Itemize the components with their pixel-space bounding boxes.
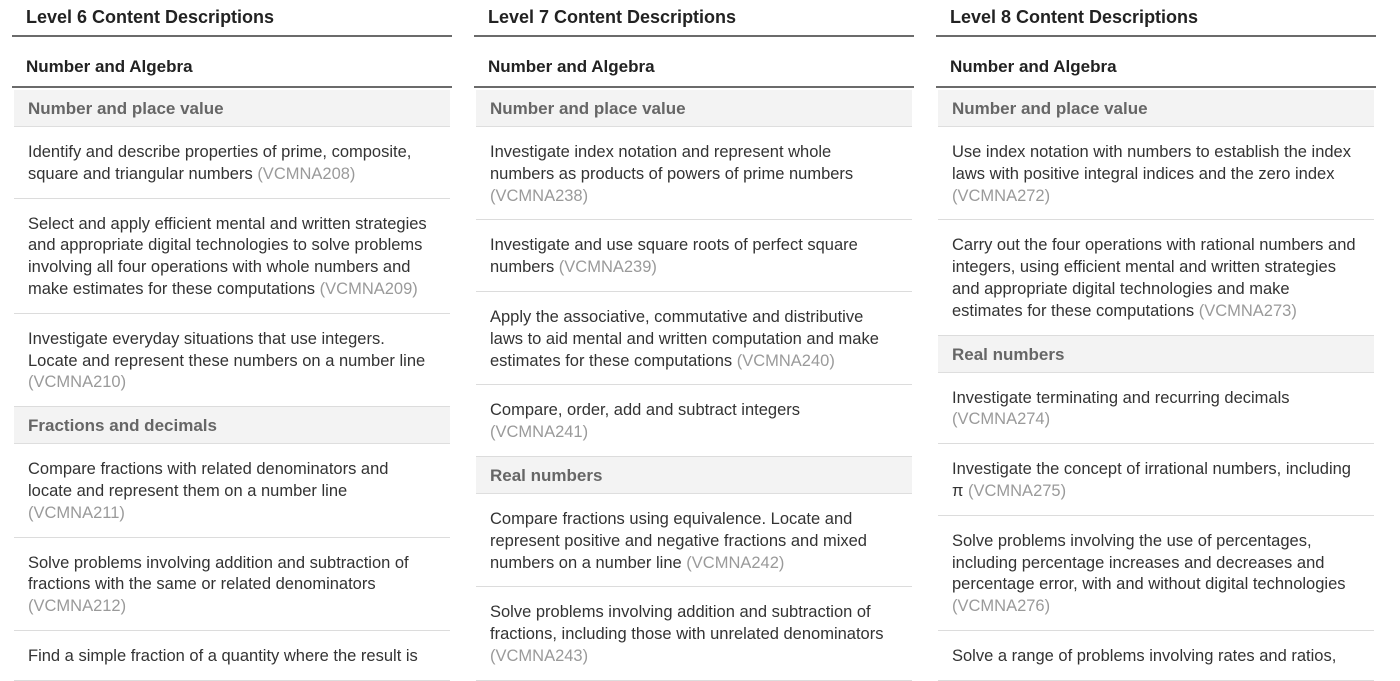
description-code: (VCMNA238) (490, 186, 589, 205)
sub-strand-heading: Fractions and decimals (14, 407, 450, 444)
level-7-column (474, 0, 914, 681)
description-code: (VCMNA208) (257, 164, 356, 183)
sub-strand-heading: Number and place value (938, 90, 1374, 127)
description-text: Compare fractions using equivalence. Locate and represent positive and negative fractions and mixed numbers on a number line (490, 509, 867, 572)
level-8-column (936, 0, 1376, 681)
description-code: (VCMNA273) (1198, 301, 1297, 320)
level-title: Level 7 Content Descriptions (474, 0, 914, 37)
description-text: Investigate index notation and represent whole numbers as products of powers of prime numbers (490, 143, 854, 183)
description-text: Investigate terminating and recurring decimals (952, 388, 1290, 407)
content-description (938, 220, 1374, 335)
content-description (938, 516, 1374, 631)
description-text: Find a simple fraction of a quantity where the result is (28, 646, 418, 665)
description-text: Solve a range of problems involving rates and ratios, (952, 646, 1337, 665)
content-description (476, 127, 912, 220)
description-text: Investigate and use square roots of perfect square numbers (490, 236, 858, 277)
level-title: Level 6 Content Descriptions (12, 0, 452, 37)
description-text: Compare, order, add and subtract integers (490, 401, 801, 420)
level-title: Level 8 Content Descriptions (936, 0, 1376, 37)
strand-heading: Number and Algebra (936, 50, 1376, 88)
description-code: (VCMNA212) (28, 597, 127, 616)
description-code: (VCMNA241) (490, 423, 589, 442)
content-description (476, 292, 912, 385)
description-text: Solve problems involving the use of percentages, including percentage increases and decreases and percentage error, with and without digital technologies (952, 531, 1346, 594)
description-text: Identify and describe properties of prime, composite, square and triangular numbers (28, 143, 412, 183)
sub-strand-heading: Real numbers (476, 457, 912, 494)
content-description (476, 220, 912, 292)
description-text: Solve problems involving addition and subtraction of fractions with the same or related denominators (28, 553, 409, 594)
content-description (14, 444, 450, 537)
description-text: Carry out the four operations with rational numbers and integers, using efficient mental and written strategies and appropriate digital technologies and make estimates for these computations (952, 236, 1356, 320)
description-text: Apply the associative, commutative and distributive laws to aid mental and written computation and make estimates for these computations (490, 307, 879, 370)
description-code: (VCMNA239) (558, 258, 657, 277)
content-description (476, 587, 912, 680)
description-text: Investigate everyday situations that use integers. Locate and represent these numbers on a number line (28, 329, 426, 370)
description-code: (VCMNA209) (319, 279, 418, 298)
content-description (938, 444, 1374, 516)
strand-heading: Number and Algebra (474, 50, 914, 88)
content-description (14, 538, 450, 631)
description-code: (VCMNA274) (952, 410, 1051, 429)
content-description (938, 631, 1374, 681)
sub-strand-heading: Number and place value (14, 90, 450, 127)
level-6-column (12, 0, 452, 681)
description-text: Select and apply efficient mental and written strategies and appropriate digital technologies to solve problems involving all four operations with whole numbers and make estimates for these computations (28, 214, 427, 298)
sub-strand-heading: Real numbers (938, 336, 1374, 373)
content-description (14, 314, 450, 407)
description-text: Compare fractions with related denominators and locate and represent them on a number line (28, 460, 389, 500)
content-description (14, 199, 450, 314)
description-code: (VCMNA240) (736, 351, 835, 370)
content-description (14, 127, 450, 199)
content-description (938, 127, 1374, 220)
description-code: (VCMNA276) (952, 597, 1051, 616)
content-description (476, 494, 912, 587)
content-description (476, 385, 912, 457)
description-text: Solve problems involving addition and subtraction of fractions, including those with unrelated denominators (490, 603, 884, 644)
description-code: (VCMNA210) (28, 373, 127, 392)
description-code: (VCMNA242) (686, 553, 785, 572)
description-code: (VCMNA275) (967, 481, 1067, 500)
description-code: (VCMNA272) (952, 186, 1051, 205)
strand-heading: Number and Algebra (12, 50, 452, 88)
sub-strand-heading: Number and place value (476, 90, 912, 127)
content-description (14, 631, 450, 681)
description-text: Use index notation with numbers to establish the index laws with positive integral indices and the zero index (952, 143, 1351, 183)
description-code: (VCMNA211) (28, 503, 125, 522)
description-code: (VCMNA243) (490, 646, 589, 665)
content-description (938, 373, 1374, 445)
description-text: Investigate the concept of irrational numbers, including π (952, 460, 1351, 500)
